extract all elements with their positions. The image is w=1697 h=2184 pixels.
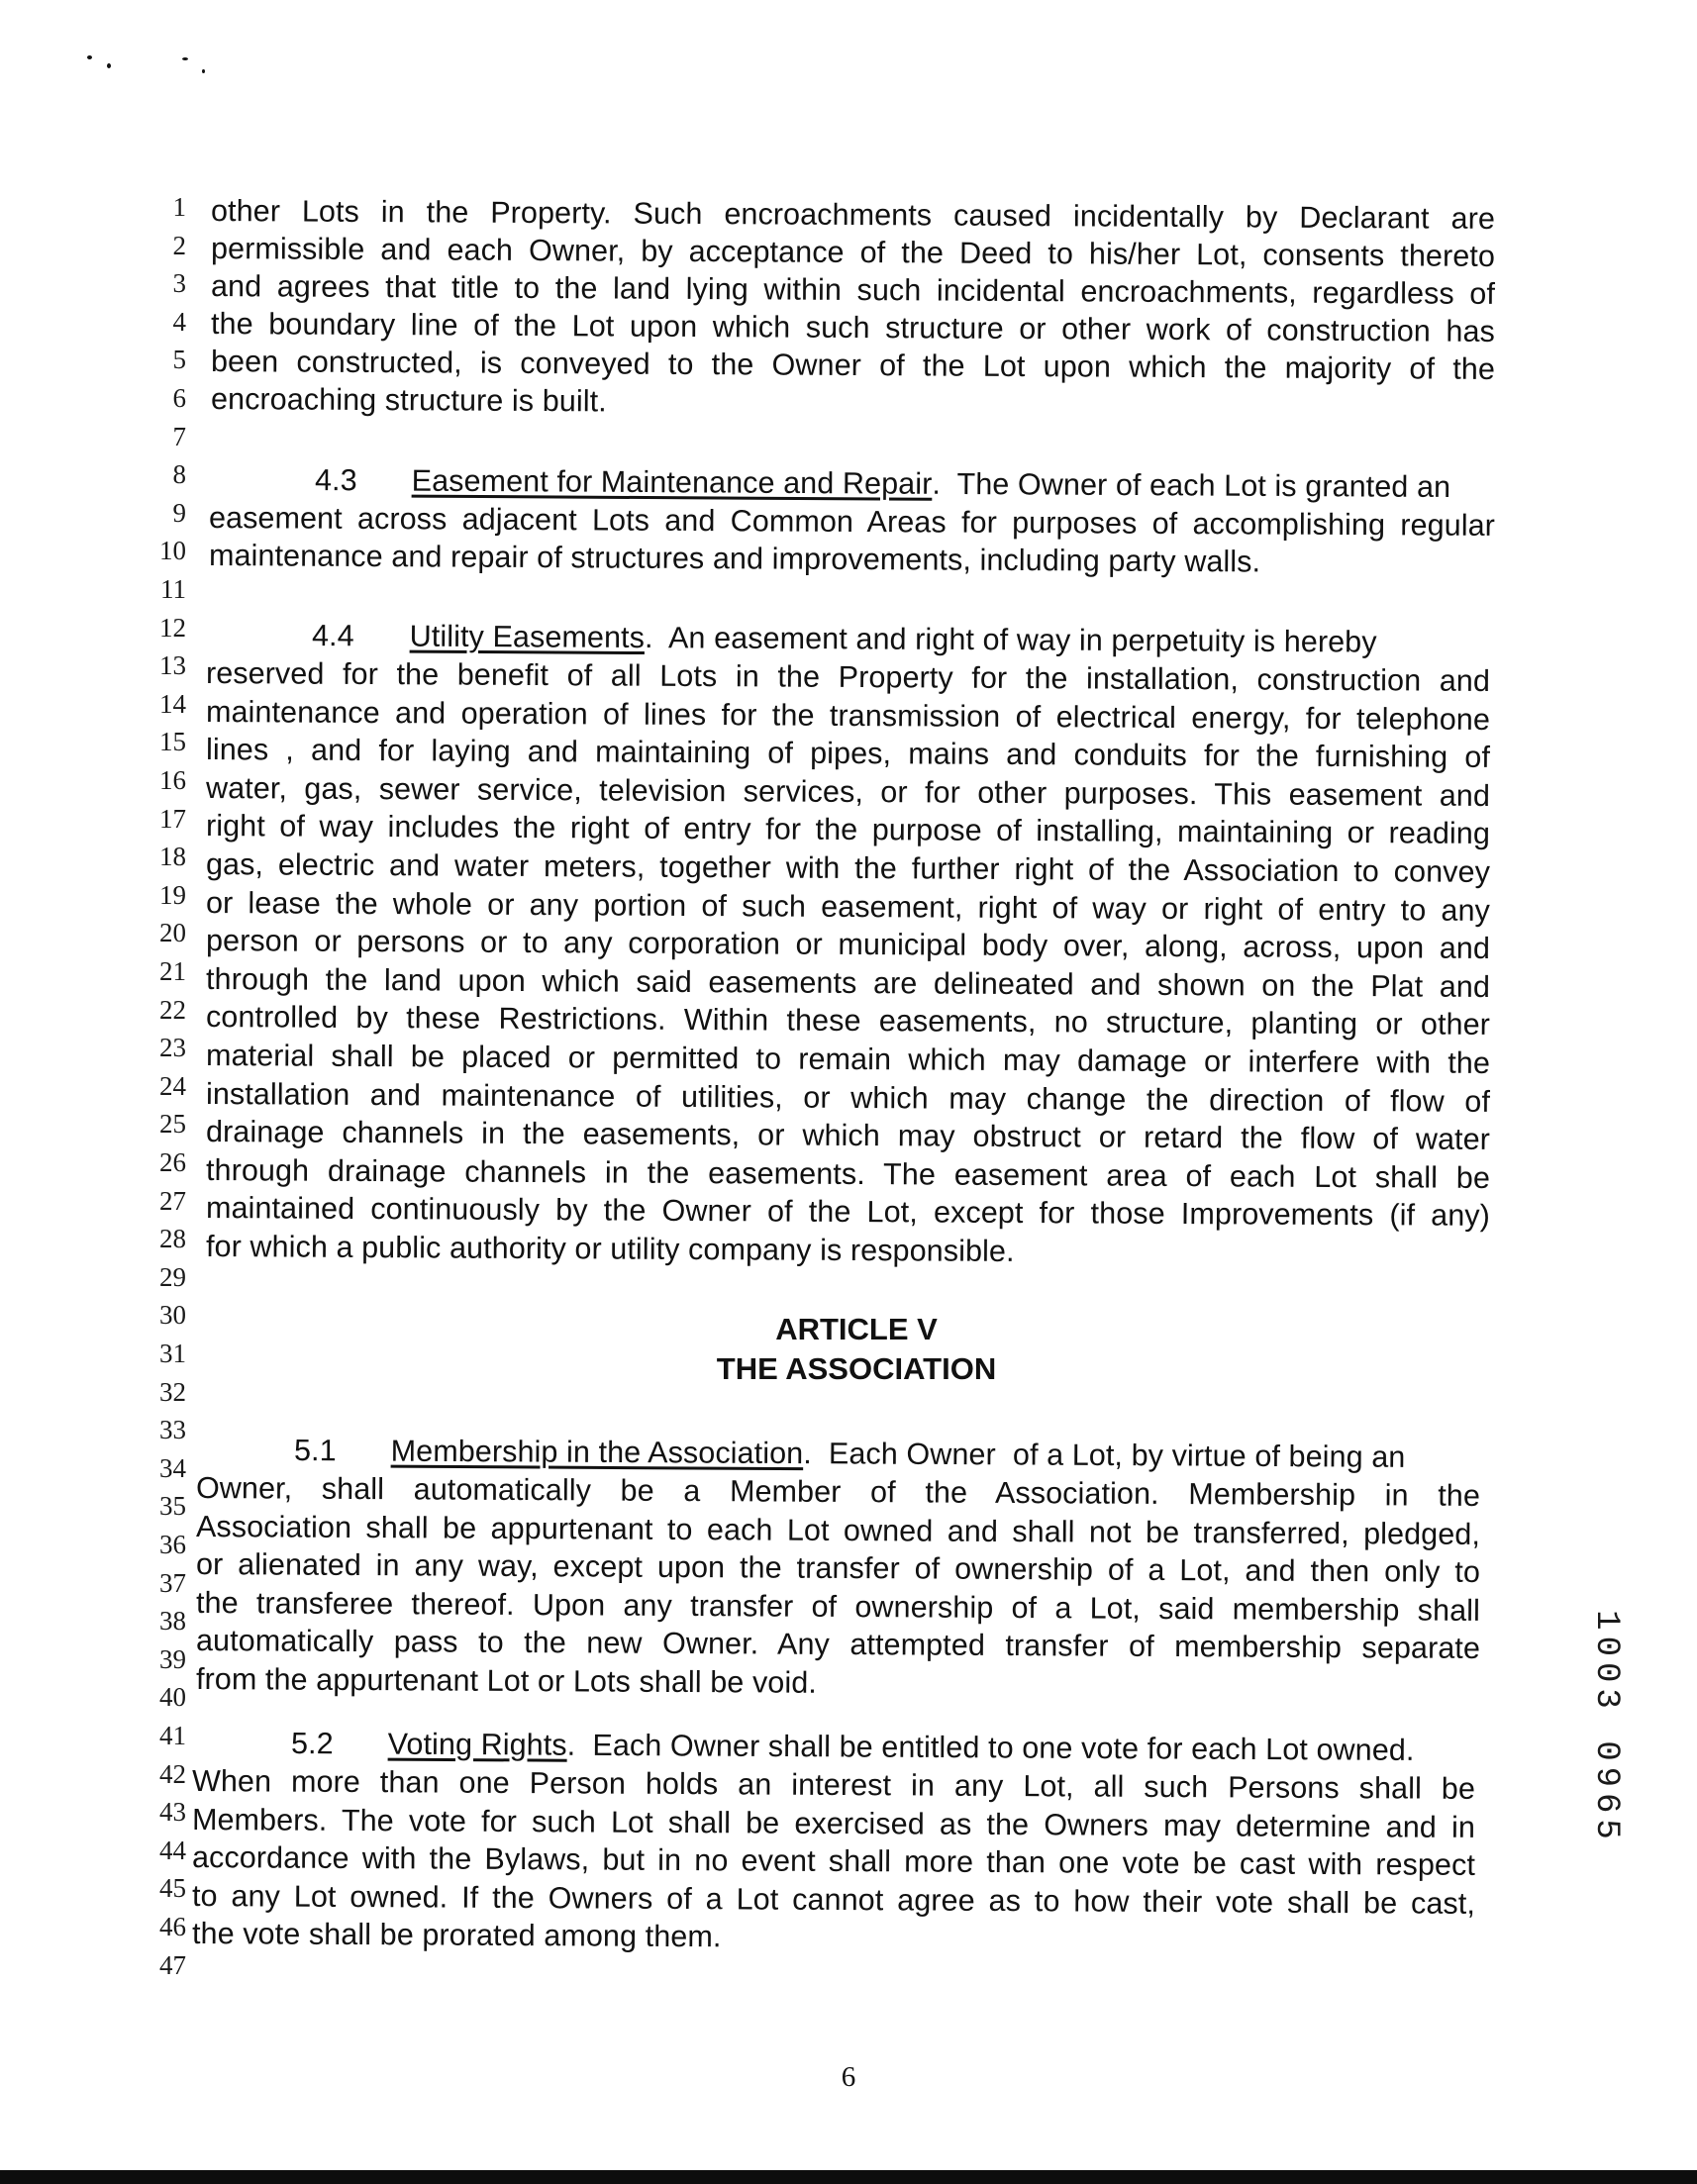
text-line: reserved for the benefit of all Lots in the Property for the installation, construction and — [205, 656, 1491, 698]
text-line: controlled by these Restrictions. Within these easements, no structure, planting or other — [205, 1000, 1491, 1042]
line-number: 2 — [172, 230, 186, 260]
line-number: 13 — [159, 650, 186, 681]
line-number: 5 — [172, 345, 186, 375]
section-title: Membership in the Association — [390, 1434, 804, 1471]
text-line: or alienated in any way, except upon the transfer of ownership of a Lot, and then only to — [195, 1547, 1481, 1590]
text-line: through the land upon which said easements are delineated and shown on the Plat and — [205, 961, 1491, 1004]
section-title: Easement for Maintenance and Repair — [411, 463, 933, 501]
line-number: 27 — [159, 1185, 186, 1216]
text-line: accordance with the Bylaws, but in no event shall more than one vote be cast with respect — [191, 1840, 1476, 1883]
text-line: permissible and each Owner, by acceptance of the Deed to his/her Lot, consents thereto — [210, 232, 1496, 273]
text-line: Members. The vote for such Lot shall be exercised as the Owners may determine and in — [191, 1802, 1476, 1844]
text-line: easement across adjacent Lots and Common Areas for purposes of accomplishing regular — [208, 501, 1496, 543]
line-number: 16 — [159, 765, 186, 795]
text-line: gas, electric and water meters, together with the further right of the Association to convey — [205, 847, 1491, 889]
line-number: 21 — [159, 956, 186, 986]
line-number: 12 — [159, 612, 186, 643]
text-line: to any Lot owned. If the Owners of a Lot cannot agree as to how their vote shall be cast, — [191, 1878, 1476, 1921]
line-number: 23 — [159, 1033, 186, 1063]
line-number: 38 — [159, 1606, 186, 1637]
line-number: 19 — [159, 879, 186, 910]
line-number: 8 — [172, 459, 186, 490]
section-title: Voting Rights — [387, 1727, 567, 1762]
text-line: the transferee thereof. Upon any transfer of ownership of a Lot, said membership shall — [195, 1585, 1481, 1628]
line-number: 29 — [159, 1261, 186, 1292]
line-number: 26 — [159, 1147, 186, 1177]
line-number: 36 — [159, 1530, 186, 1559]
article-number-heading: ARTICLE V — [775, 1312, 938, 1346]
text-line: Owner, shall automatically be a Member of the Association. Membership in the — [195, 1471, 1481, 1513]
section-5-1-first-line — [294, 1436, 1480, 1473]
line-number: 47 — [159, 1949, 186, 1980]
text-line: automatically pass to the new Owner. Any attempted transfer of membership separate — [195, 1624, 1481, 1666]
line-number: 24 — [159, 1070, 186, 1101]
section-number: 5.2 — [290, 1727, 334, 1761]
line-number: 15 — [159, 727, 186, 757]
line-number: 42 — [159, 1758, 186, 1789]
text-line: Association shall be appurtenant to each Lot owned and shall not be transferred, pledged, — [195, 1509, 1481, 1551]
text-line: drainage channels in the easements, or which may obstruct or retard the flow of water — [205, 1115, 1491, 1157]
scan-speck — [182, 57, 188, 60]
line-number: 18 — [159, 842, 186, 872]
line-number: 25 — [159, 1109, 186, 1140]
line-number: 22 — [159, 994, 186, 1025]
scan-border — [0, 2170, 1697, 2184]
line-number: 43 — [159, 1797, 186, 1828]
line-number: 46 — [159, 1912, 186, 1941]
line-number: 30 — [159, 1300, 186, 1331]
line-number: 20 — [159, 918, 186, 948]
line-number: 3 — [172, 268, 186, 299]
line-number: 37 — [159, 1567, 186, 1598]
line-number: 9 — [172, 497, 186, 528]
text-line: the vote shall be prorated among them. — [191, 1917, 722, 1954]
section-title: Utility Easements — [409, 619, 646, 655]
text-line: . An easement and right of way in perpetuity is hereby — [644, 621, 1377, 659]
text-line: been constructed, is conveyed to the Owner of the Lot upon which the majority of the — [210, 345, 1496, 386]
text-line: the boundary line of the Lot upon which such structure or other work of construction has — [210, 307, 1496, 348]
text-line: for which a public authority or utility company is responsible. — [205, 1230, 1015, 1268]
line-number: 33 — [159, 1415, 186, 1445]
section-number: 4.3 — [314, 463, 357, 498]
line-number: 32 — [159, 1376, 186, 1407]
text-line: through drainage channels in the easements. The easement area of each Lot shall be — [205, 1152, 1491, 1195]
text-line: other Lots in the Property. Such encroachments caused incidentally by Declarant are — [210, 194, 1496, 236]
page-number: 6 — [841, 2061, 856, 2093]
text-line: encroaching structure is built. — [210, 382, 607, 419]
line-number: 28 — [159, 1224, 186, 1254]
line-number: 39 — [159, 1643, 186, 1674]
text-line: water, gas, sewer service, television services, or for other purposes. This easement and — [205, 770, 1491, 813]
text-line: lines , and for laying and maintaining of pipes, mains and conduits for the furnishing of — [205, 733, 1491, 775]
line-number: 45 — [159, 1873, 186, 1904]
text-line: maintenance and operation of lines for the transmission of electrical energy, for telephone — [205, 694, 1491, 737]
line-number: 4 — [172, 306, 186, 337]
text-line: right of way includes the right of entry for the purpose of installing, maintaining or reading — [205, 809, 1491, 851]
article-title-heading: THE ASSOCIATION — [716, 1351, 997, 1386]
text-line: person or persons or to any corporation or municipal body over, along, across, upon and — [205, 924, 1491, 966]
line-number: 7 — [172, 421, 186, 451]
line-number: 10 — [159, 536, 186, 566]
section-4-4-first-line — [312, 621, 1490, 658]
line-number: 17 — [159, 803, 186, 834]
text-line: When more than one Person holds an interest in any Lot, all such Persons shall be — [191, 1764, 1476, 1806]
text-line: and agrees that title to the land lying within such incidental encroachments, regardless of — [210, 269, 1496, 311]
text-line: . Each Owner of a Lot, by virtue of being an — [803, 1437, 1406, 1474]
text-line: material shall be placed or permitted to remain which may damage or interfere with the — [205, 1039, 1491, 1080]
section-5-2-first-line — [291, 1729, 1475, 1766]
text-line: maintenance and repair of structures and improvements, including party walls. — [208, 539, 1261, 579]
section-number: 4.4 — [311, 619, 354, 653]
line-number: 40 — [159, 1682, 186, 1713]
line-number: 11 — [160, 574, 186, 604]
recording-stamp-text: 1003 0965 — [1587, 1610, 1626, 1845]
line-number: 1 — [172, 192, 186, 222]
scan-speck — [202, 69, 205, 73]
text-line: installation and maintenance of utilities, or which may change the direction of flow of — [205, 1076, 1491, 1119]
text-line: . Each Owner shall be entitled to one vote for each Lot owned. — [566, 1728, 1415, 1767]
section-number: 5.1 — [293, 1434, 337, 1468]
scan-speck — [87, 55, 92, 59]
text-line: . The Owner of each Lot is granted an — [932, 466, 1451, 505]
line-number: 31 — [159, 1339, 186, 1368]
line-number: 44 — [159, 1835, 186, 1865]
section-4-3-first-line — [315, 465, 1495, 503]
line-number: 41 — [159, 1721, 186, 1750]
text-line: or lease the whole or any portion of such easement, right of way or right of entry to any — [205, 885, 1491, 928]
recording-stamp — [1586, 1594, 1626, 1861]
line-number: 6 — [172, 383, 186, 413]
text-line: from the appurtenant Lot or Lots shall be void. — [195, 1662, 818, 1700]
scan-speck — [107, 63, 111, 68]
line-number: 34 — [159, 1452, 186, 1483]
text-line: maintained continuously by the Owner of the Lot, except for those Improvements (if any) — [205, 1191, 1491, 1234]
line-number: 14 — [159, 688, 186, 719]
line-number: 35 — [159, 1491, 186, 1522]
